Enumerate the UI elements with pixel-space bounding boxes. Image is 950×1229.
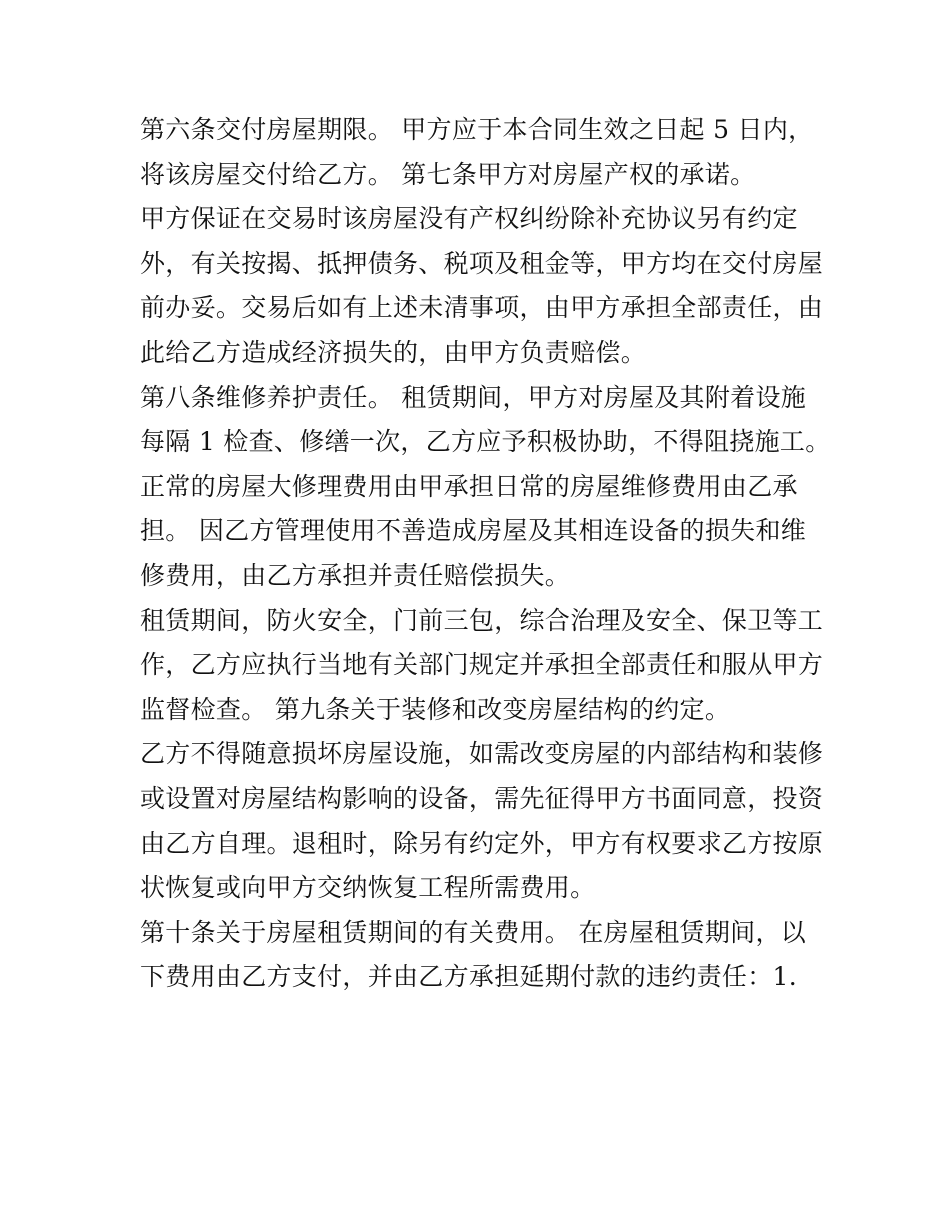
text-line: 监督检查。 第九条关于装修和改变房屋结构的约定。 — [140, 694, 731, 724]
paragraph-safety — [140, 599, 824, 733]
text-line: 担。 因乙方管理使用不善造成房屋及其相连设备的损失和维 — [140, 516, 807, 546]
paragraph-repair-costs — [140, 465, 820, 599]
text-line: 正常的房屋大修理费用由甲承担日常的房屋维修费用由乙承 — [140, 471, 798, 501]
text-line: 此给乙方造成经济损失的，由甲方负责赔偿。 — [140, 337, 647, 367]
text-line: 由乙方自理。退租时，除另有约定外，甲方有权要求乙方按原 — [140, 828, 824, 858]
text-line: 甲方保证在交易时该房屋没有产权纠纷除补充协议另有约定 — [140, 204, 798, 234]
paragraph-maintenance — [140, 376, 831, 465]
text-line: 前办妥。交易后如有上述未清事项，由甲方承担全部责任，由 — [140, 293, 824, 323]
text-line: 状恢复或向甲方交纳恢复工程所需费用。 — [140, 873, 596, 903]
paragraph-delivery-term — [140, 108, 820, 197]
text-line: 第十条关于房屋租赁期间的有关费用。 在房屋租赁期间，以 — [140, 917, 807, 947]
text-line: 乙方不得随意损坏房屋设施，如需改变房屋的内部结构和装修 — [140, 739, 824, 769]
text-line: 作，乙方应执行当地有关部门规定并承担全部责任和服从甲方 — [140, 650, 824, 680]
text-line: 第八条维修养护责任。 租赁期间，甲方对房屋及其附着设施 — [140, 382, 807, 412]
text-line: 修费用，由乙方承担并责任赔偿损失。 — [140, 560, 571, 590]
text-line: 外，有关按揭、抵押债务、税项及租金等，甲方均在交付房屋 — [140, 248, 824, 278]
document-body — [140, 108, 831, 1000]
text-line: 租赁期间，防火安全，门前三包，综合治理及安全、保卫等工 — [140, 605, 824, 635]
text-line: 下费用由乙方支付，并由乙方承担延期付款的违约责任：1. — [140, 962, 797, 992]
paragraph-property-guarantee — [140, 197, 824, 375]
text-line: 每隔 1 检查、修缮一次，乙方应予积极协助，不得阻挠施工。 — [140, 427, 831, 457]
text-line: 或设置对房屋结构影响的设备，需先征得甲方书面同意，投资 — [140, 783, 824, 813]
paragraph-rental-fees — [140, 911, 820, 1000]
paragraph-renovation — [140, 732, 824, 910]
text-line: 将该房屋交付给乙方。 第七条甲方对房屋产权的承诺。 — [140, 159, 756, 189]
text-line: 第六条交付房屋期限。 甲方应于本合同生效之日起 5 日内， — [140, 115, 814, 144]
